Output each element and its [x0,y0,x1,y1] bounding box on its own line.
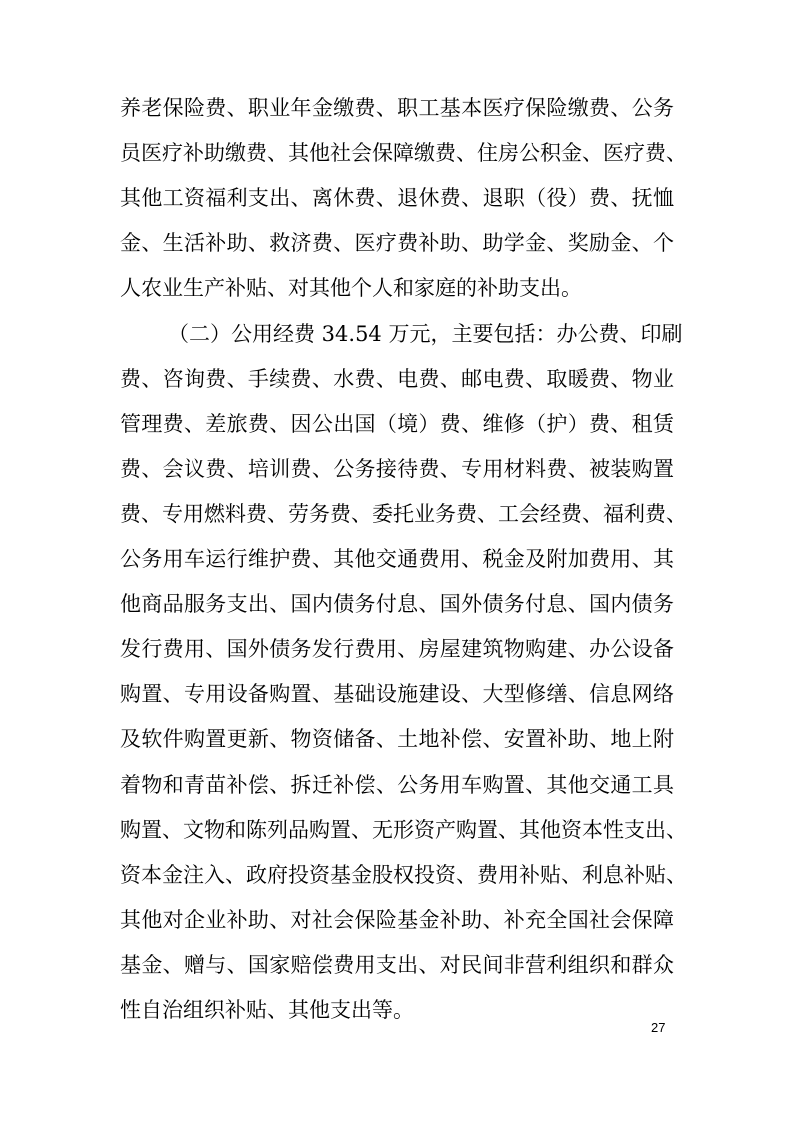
paragraph-line: 费、专用燃料费、劳务费、委托业务费、工会经费、福利费、 [120,502,687,526]
page-number: 27 [651,1020,666,1035]
paragraph-line: （二）公用经费 34.54 万元，主要包括：办公费、印刷 [168,322,683,346]
paragraph-line: 基金、赠与、国家赔偿费用支出、对民间非营利组织和群众 [120,953,674,977]
paragraph-line: 性自治组织补贴、其他支出等。 [120,998,414,1022]
paragraph-line: 其他工资福利支出、离休费、退休费、退职（役）费、抚恤 [120,186,674,210]
paragraph-line: 公务用车运行维护费、其他交通费用、税金及附加费用、其 [120,547,674,571]
paragraph-line: 养老保险费、职业年金缴费、职工基本医疗保险缴费、公务 [120,96,674,120]
paragraph-line: 着物和青苗补偿、拆迁补偿、公务用车购置、其他交通工具 [120,773,674,797]
paragraph-line: 员医疗补助缴费、其他社会保障缴费、住房公积金、医疗费、 [120,141,687,165]
paragraph-line: 管理费、差旅费、因公出国（境）费、维修（护）费、租赁 [120,412,674,436]
paragraph-line: 人农业生产补贴、对其他个人和家庭的补助支出。 [120,276,582,300]
paragraph-line: 费、会议费、培训费、公务接待费、专用材料费、被装购置 [120,457,674,481]
paragraph-line: 购置、文物和陈列品购置、无形资产购置、其他资本性支出、 [120,818,687,842]
paragraph-line: 金、生活补助、救济费、医疗费补助、助学金、奖励金、个 [120,231,674,255]
paragraph-line: 费、咨询费、手续费、水费、电费、邮电费、取暖费、物业 [120,367,674,391]
paragraph-line: 其他对企业补助、对社会保险基金补助、补充全国社会保障 [120,908,674,932]
paragraph-line: 资本金注入、政府投资基金股权投资、费用补贴、利息补贴、 [120,863,687,887]
paragraph-line: 发行费用、国外债务发行费用、房屋建筑物购建、办公设备 [120,637,674,661]
paragraph-line: 购置、专用设备购置、基础设施建设、大型修缮、信息网络 [120,682,674,706]
paragraph-line: 及软件购置更新、物资储备、土地补偿、安置补助、地上附 [120,727,674,751]
paragraph-line: 他商品服务支出、国内债务付息、国外债务付息、国内债务 [120,592,674,616]
